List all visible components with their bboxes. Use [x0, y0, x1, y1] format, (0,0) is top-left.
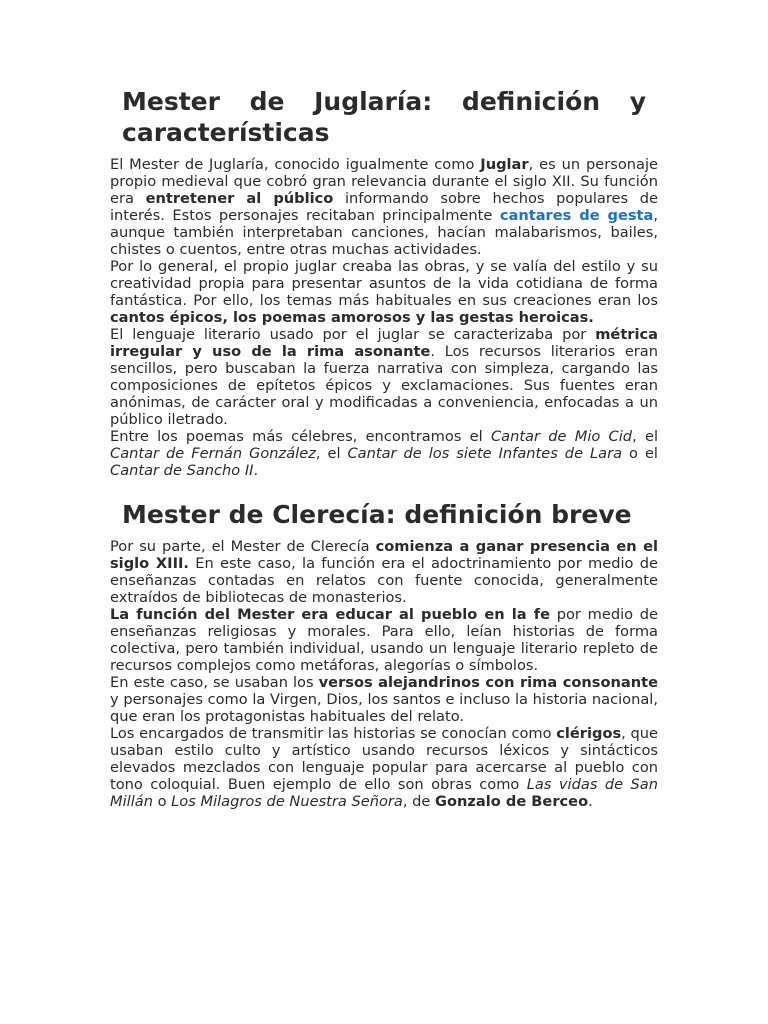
italic-title: Cantar de Mio Cid	[490, 428, 633, 445]
text-run: , el	[315, 445, 348, 462]
text-run: , que usaban estilo culto y artístico usando recursos léxicos y sintácticos elevados mezclados con lenguaje popular para acercarse al pueblo con tono coloquial. Buen ejemplo de ello son obras como	[110, 725, 658, 793]
text-run: El lenguaje literario usado por el juglar se caracterizaba por	[110, 326, 596, 343]
bold-text: métrica irregular y uso de la rima asonante	[110, 326, 658, 360]
text-run: o	[152, 793, 172, 810]
text-run: El Mester de Juglaría, conocido igualmente como	[110, 156, 481, 173]
bold-text: La función del Mester era educar al pueblo en la fe	[110, 606, 551, 623]
text-run: o el	[622, 445, 658, 462]
text-run: . Los recursos literarios eran sencillos, pero buscaban la fuerza narrativa con simpleza, cargando las composiciones de epítetos épicos y exclamaciones. Sus fuentes eran anónimas, de carácter oral y modificadas a conveniencia, enfocadas a un público iletrado.	[110, 343, 658, 428]
bold-text: entretener al público	[145, 190, 334, 207]
cantares-de-gesta-link[interactable]: cantares de gesta	[499, 207, 654, 224]
bold-text: versos alejandrinos con rima consonante	[318, 674, 658, 691]
section-title-clerecia: Mester de Clerecía: definición breve	[122, 500, 632, 529]
italic-title: Los Milagros de Nuestra Señora	[171, 793, 403, 810]
bold-text: clérigos	[556, 725, 622, 742]
paragraph-clerecia-verses	[110, 674, 658, 725]
document-content	[110, 86, 658, 810]
text-run: , el	[632, 428, 658, 445]
bold-text: cantos épicos, los poemas amorosos y las gestas heroicas.	[110, 309, 594, 326]
text-run: , es un personaje propio medieval que cobró gran relevancia durante el siglo XII. Su función era	[110, 156, 658, 207]
paragraph-clerecia-intro	[110, 538, 658, 606]
text-run: , aunque también interpretaban canciones, hacían malabarismos, bailes, chistes o cuentos, entre otras muchas actividades.	[110, 207, 658, 258]
text-run: y personajes como la Virgen, Dios, los santos e incluso la historia nacional, que eran los protagonistas habituales del relato.	[110, 691, 658, 725]
section-title-juglaria: Mester de Juglaría: definición y características	[122, 87, 646, 147]
paragraph-juglaria-themes	[110, 258, 658, 326]
text-run: En este caso, se usaban los	[110, 674, 319, 691]
text-run: Entre los poemas más célebres, encontramos el	[110, 428, 491, 445]
italic-title: Cantar de Sancho II	[110, 462, 254, 479]
text-run: informando sobre hechos populares de interés. Estos personajes recitaban principalmente	[110, 190, 658, 224]
text-run: Los encargados de transmitir las historias se conocían como	[110, 725, 557, 742]
italic-title: Cantar de Fernán González	[110, 445, 316, 462]
text-run: .	[588, 793, 593, 810]
text-run: En este caso, la función era el adoctrinamiento por medio de enseñanzas contadas en relatos con fuente conocida, generalmente extraídos de bibliotecas de monasterios.	[110, 555, 658, 606]
text-run: , de	[402, 793, 436, 810]
paragraph-juglaria-definition	[110, 156, 658, 258]
italic-title: Las vidas de San Millán	[110, 776, 658, 810]
text-run: .	[253, 462, 259, 479]
bold-text: Gonzalo de Berceo	[435, 793, 589, 810]
text-run: por medio de enseñanzas religiosas y morales. Para ello, leían historias de forma colectiva, pero también individual, usando un lenguaje literario repleto de recursos complejos como metáforas, alegorías o símbolos.	[110, 606, 659, 674]
bold-text: Juglar	[480, 156, 529, 173]
text-run: Por lo general, el propio juglar creaba las obras, y se valía del estilo y su creatividad propia para presentar asuntos de la vida cotidiana de forma fantástica. Por ello, los temas más habituales en sus creaciones eran los	[110, 258, 658, 309]
paragraph-juglaria-language	[110, 326, 658, 428]
bold-text: comienza a ganar presencia en el siglo XIII.	[110, 538, 658, 572]
text-run: Por su parte, el Mester de Clerecía	[110, 538, 376, 555]
paragraph-clerecia-clerigos	[110, 725, 658, 810]
italic-title: Cantar de los siete Infantes de Lara	[347, 445, 623, 462]
paragraph-juglaria-poems	[110, 428, 658, 479]
paragraph-clerecia-function	[110, 606, 658, 674]
